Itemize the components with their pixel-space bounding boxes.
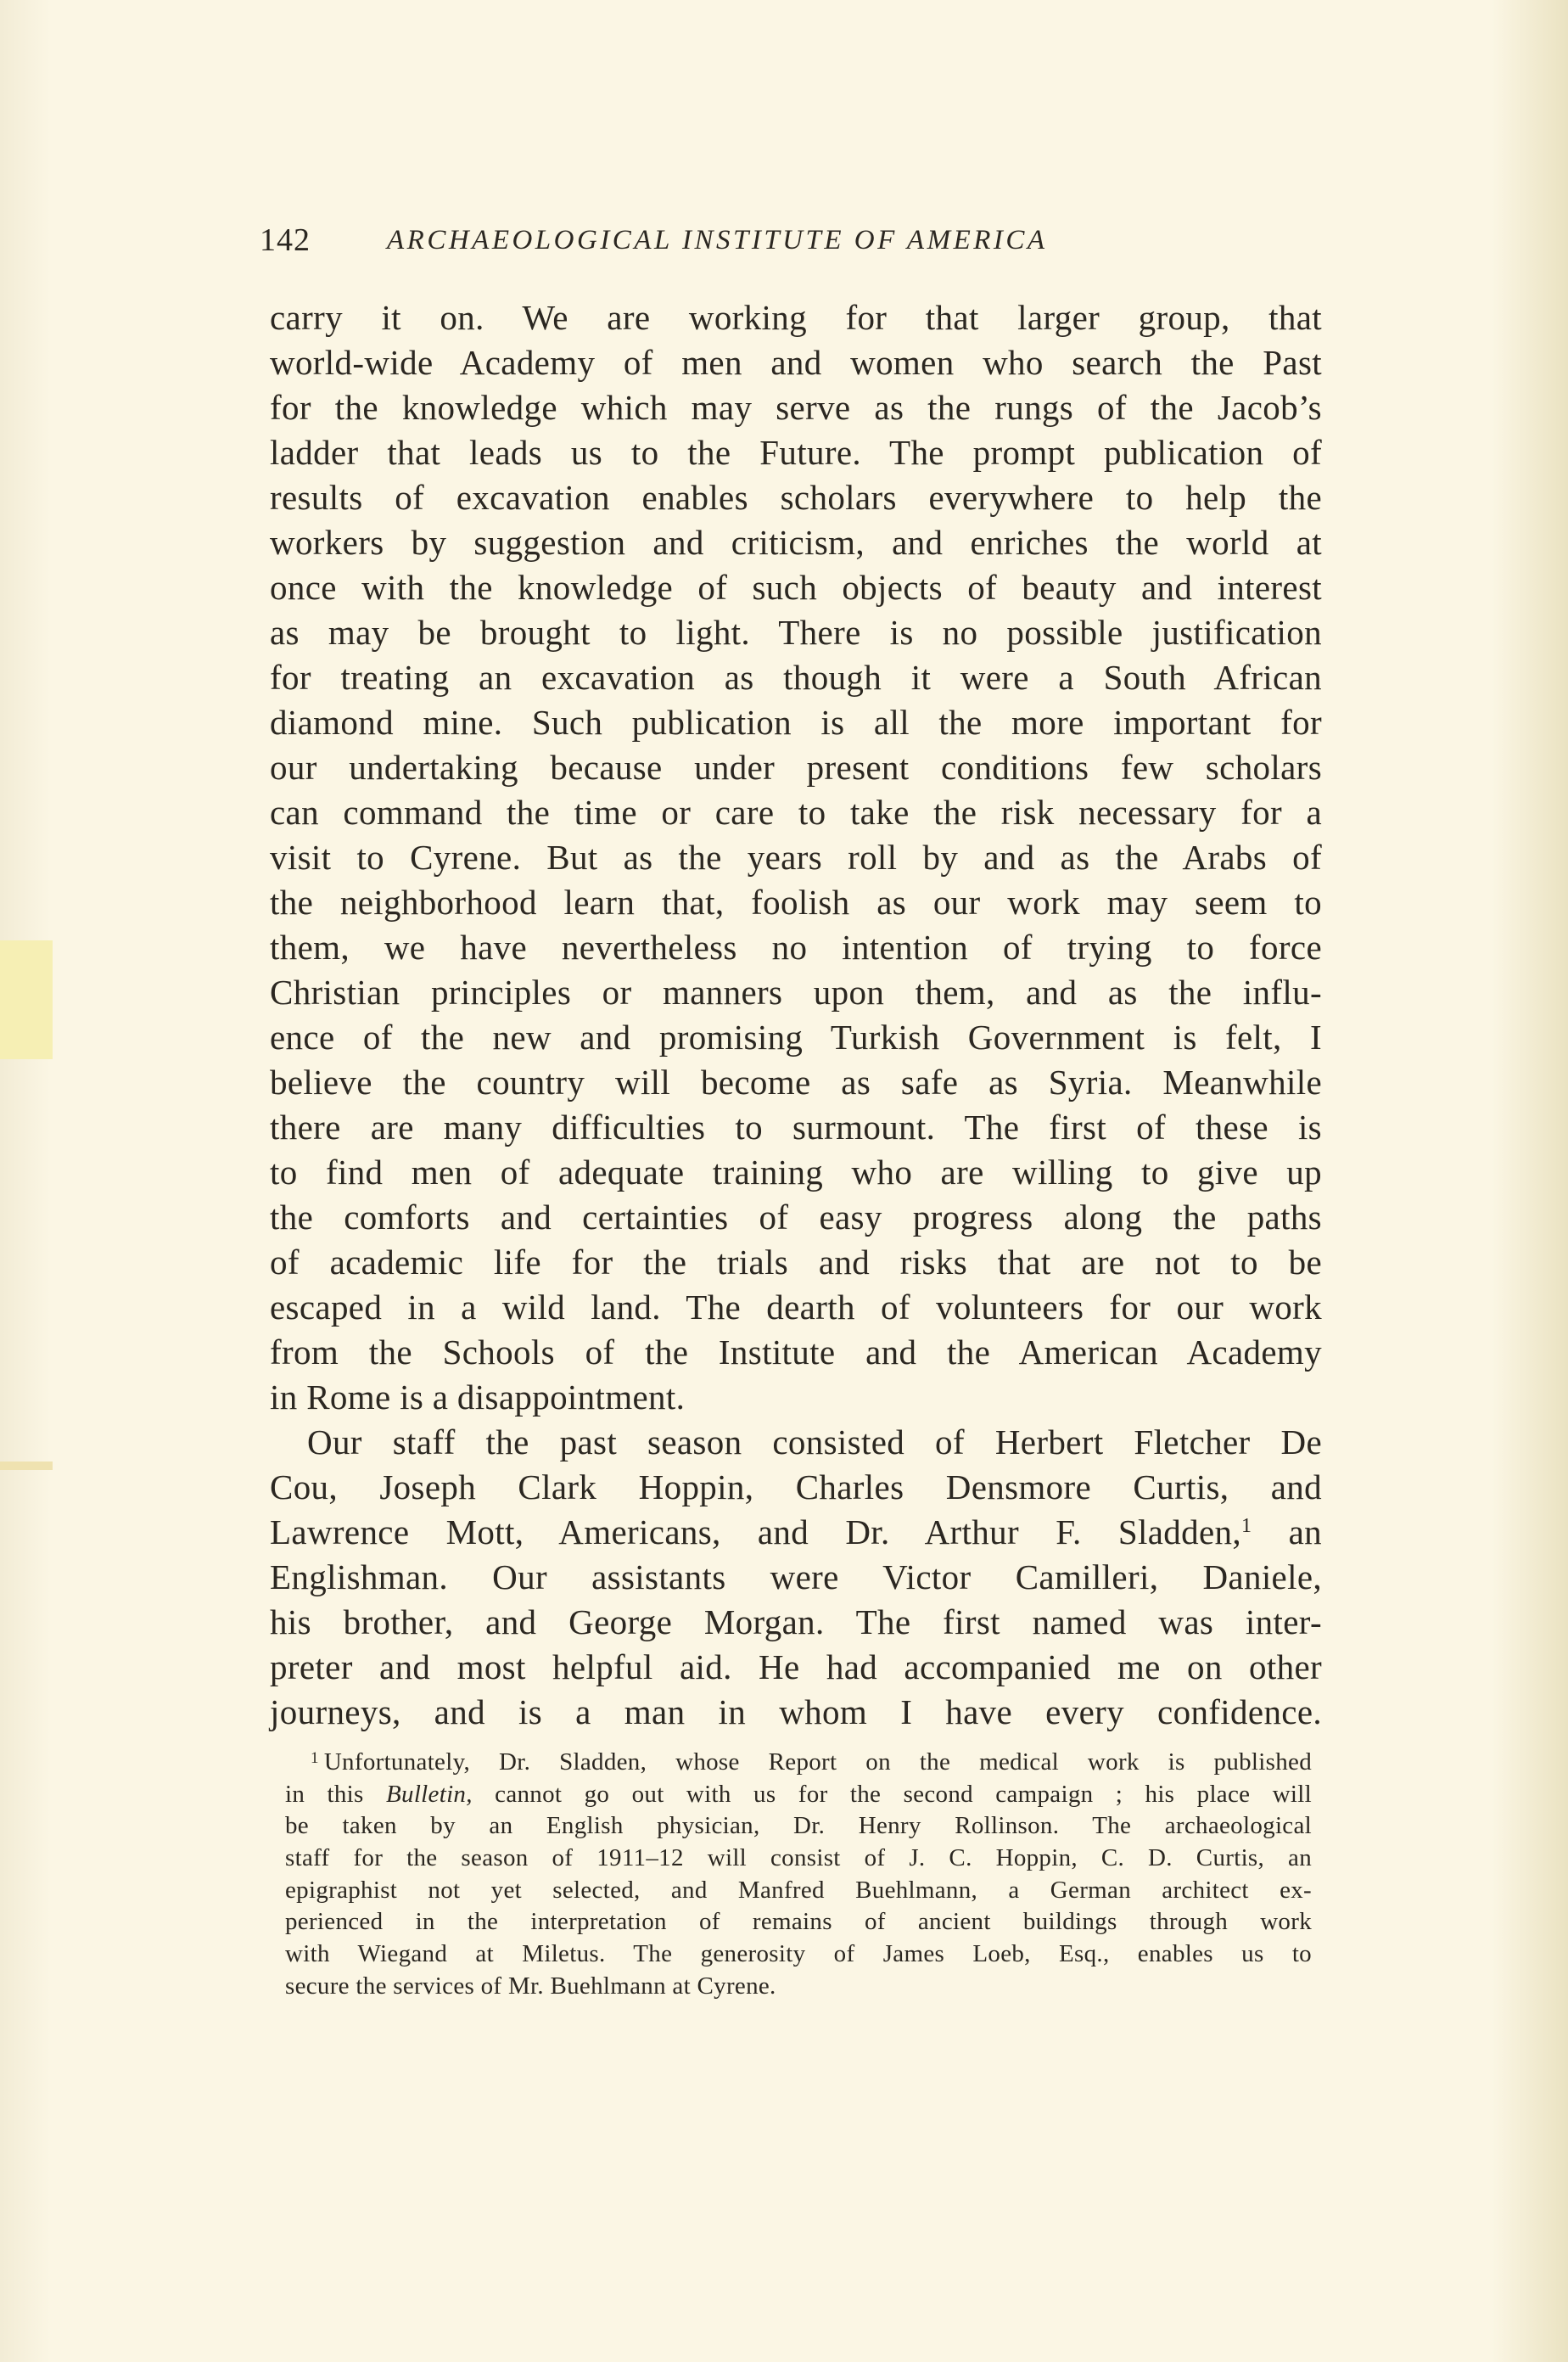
footnote-number: 1	[311, 1749, 319, 1767]
text-line: in Rome is a disappointment.	[270, 1377, 686, 1417]
text-line: Englishman. Our assistants were Victor Camilleri, Daniele,	[270, 1557, 1322, 1596]
footnote-line: perienced in the interpretation of remains of ancient buildings through work	[285, 1908, 1312, 1936]
text-line: carry it on. We are working for that larger group, that	[270, 298, 1322, 337]
text-line-with-footnote-ref	[270, 1510, 1322, 1555]
text-line: visit to Cyrene. But as the years roll by and as the Arabs of	[270, 838, 1322, 877]
text-line: workers by suggestion and criticism, and enriches the world at	[270, 523, 1322, 562]
footnote-line: secure the services of Mr. Buehlmann at Cyrene.	[285, 1972, 776, 2000]
text-line: from the Schools of the Institute and the American Academy	[270, 1332, 1322, 1372]
text-line: diamond mine. Such publication is all the more important for	[270, 703, 1322, 742]
text-line: his brother, and George Morgan. The first named was inter-	[270, 1602, 1322, 1641]
text-line: once with the knowledge of such objects of beauty and interest	[270, 568, 1322, 607]
text-segment: Lawrence Mott, Americans, and Dr. Arthur F. Sladden,	[270, 1512, 1242, 1551]
text-line: there are many difficulties to surmount. The first of these is	[270, 1108, 1322, 1147]
paper-tab-mark	[0, 940, 53, 1059]
paragraph-start-line: Our staff the past season consisted of Herbert Fletcher De	[307, 1422, 1322, 1462]
text-line: escaped in a wild land. The dearth of volunteers for our work	[270, 1288, 1322, 1327]
footnote-reference: 1	[1241, 1515, 1252, 1537]
footnote-line	[285, 1779, 1312, 1811]
text-line: for treating an excavation as though it were a South African	[270, 658, 1322, 697]
text-line: believe the country will become as safe as Syria. Meanwhile	[270, 1063, 1322, 1102]
footnote-text: Unfortunately, Dr. Sladden, whose Report on the medical work is published	[323, 1748, 1312, 1776]
text-line: preter and most helpful aid. He had accompanied me on other	[270, 1647, 1322, 1686]
paper-edge-mark	[0, 1462, 53, 1470]
text-line: Christian principles or manners upon them, and as the influ-	[270, 973, 1322, 1012]
text-line: for the knowledge which may serve as the rungs of the Jacob’s	[270, 388, 1322, 427]
footnote-line	[285, 1747, 1312, 1779]
text-line: to find men of adequate training who are willing to give up	[270, 1153, 1322, 1192]
text-line: results of excavation enables scholars everywhere to help the	[270, 478, 1322, 517]
text-line: of academic life for the trials and risks that are not to be	[270, 1243, 1322, 1282]
text-line: journeys, and is a man in whom I have every confidence.	[270, 1692, 1322, 1731]
body-text	[270, 295, 1322, 1735]
footnote-italic-title: Bulletin,	[386, 1780, 473, 1808]
text-line: ence of the new and promising Turkish Government is felt, I	[270, 1018, 1322, 1057]
footnote	[285, 1747, 1312, 2003]
footnote-line: staff for the season of 1911–12 will consist of J. C. Hoppin, C. D. Curtis, an	[285, 1844, 1312, 1872]
text-line: as may be brought to light. There is no possible justification	[270, 613, 1322, 652]
footnote-line: epigraphist not yet selected, and Manfred Buehlmann, a German architect ex-	[285, 1876, 1312, 1904]
text-line: our undertaking because under present conditions few scholars	[270, 748, 1322, 787]
text-line: them, we have nevertheless no intention of trying to force	[270, 928, 1322, 967]
text-line: Cou, Joseph Clark Hoppin, Charles Densmore Curtis, and	[270, 1467, 1322, 1506]
running-head	[260, 219, 1159, 261]
footnote-line: be taken by an English physician, Dr. Henry Rollinson. The archaeological	[285, 1812, 1312, 1840]
text-line: the comforts and certainties of easy progress along the paths	[270, 1198, 1322, 1237]
footnote-text: in this	[285, 1780, 387, 1808]
footnote-text: cannot go out with us for the second campaign ; his place will	[472, 1780, 1313, 1808]
text-segment: an	[1288, 1512, 1322, 1551]
journal-title: ARCHAEOLOGICAL INSTITUTE OF AMERICA	[387, 225, 1048, 255]
text-line: world-wide Academy of men and women who search the Past	[270, 343, 1322, 382]
footnote-line: with Wiegand at Miletus. The generosity of James Loeb, Esq., enables us to	[285, 1940, 1312, 1968]
page-number: 142	[260, 222, 311, 258]
text-line: the neighborhood learn that, foolish as our work may seem to	[270, 883, 1322, 922]
text-line: ladder that leads us to the Future. The prompt publication of	[270, 433, 1322, 472]
text-line: can command the time or care to take the risk necessary for a	[270, 793, 1322, 832]
